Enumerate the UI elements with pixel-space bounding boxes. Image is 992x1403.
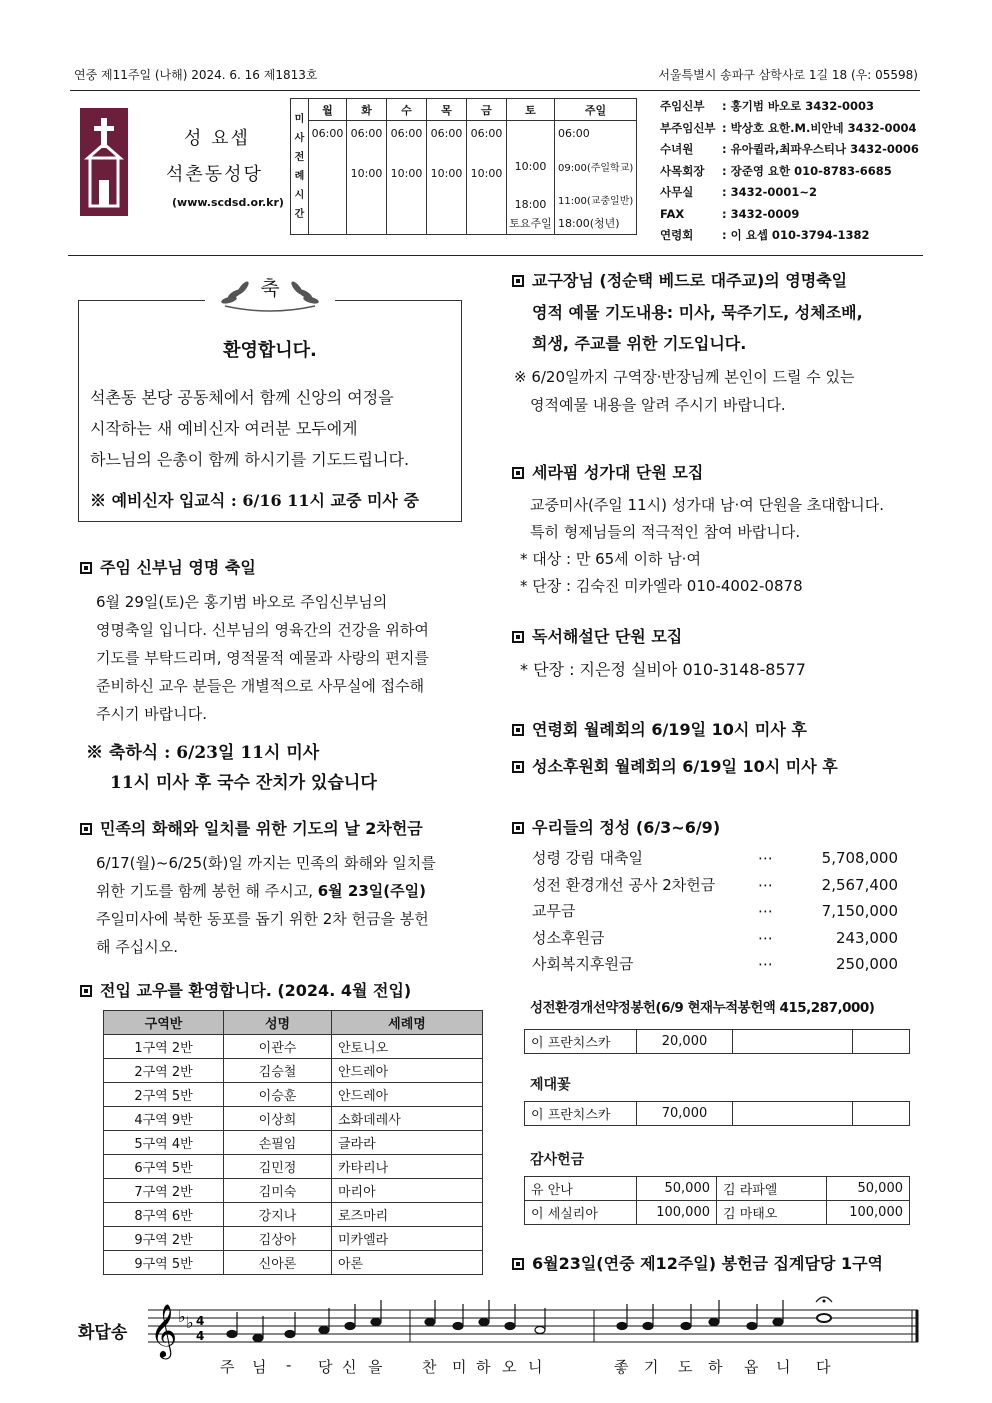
psalm-label: 화답송	[78, 1323, 128, 1343]
mass-time	[427, 187, 467, 213]
lyric-syllable: 기	[644, 1358, 659, 1376]
reconciliation-title: 민족의 화해와 일치를 위한 기도의 날 2차헌금	[80, 816, 423, 839]
mass-time	[507, 121, 555, 147]
newcomers-table	[103, 1010, 483, 1275]
meeting-2: 성소후원회 월례회의 6/19일 10시 미사 후	[512, 754, 838, 777]
bullet-square-icon	[512, 822, 524, 834]
day-header: 월	[309, 99, 347, 121]
lyric-syllable: 신	[342, 1358, 357, 1376]
newcomers-title: 전입 교우를 환영합니다. (2024. 4월 전입)	[80, 978, 411, 1001]
text-line: 6/17(월)~6/25(화)일 까지는 민족의 화해와 일치를	[96, 854, 436, 872]
list-item: 사회복지후원금 ⋯ 250,000	[532, 955, 898, 973]
table-row: 2구역 5반 이승훈 안드레아	[104, 1083, 483, 1107]
table-row: 유 안나 50,000 김 라파엘 50,000	[525, 1177, 910, 1201]
mass-time	[467, 187, 507, 213]
mass-time	[427, 213, 467, 235]
contact-row: 부주임신부 : 박상호 요한.M.비안네 3432-0004	[660, 120, 917, 135]
text-line: 영적예물 내용을 알려 주시기 바랍니다.	[530, 396, 786, 414]
contact-row: 사목회장 : 장준영 요한 010-8783-6685	[660, 163, 892, 178]
header-divider	[70, 90, 920, 91]
table-row: 이 세실리아 100,000 김 마태오 100,000	[525, 1201, 910, 1225]
mass-time: 10:00	[467, 147, 507, 187]
table-row: 7구역 2반 김미숙 마리아	[104, 1179, 483, 1203]
day-header: 목	[427, 99, 467, 121]
psalm-lyrics	[220, 1356, 840, 1376]
contact-row: FAX : 3432-0009	[660, 206, 800, 221]
text-line: 6월 29일(토)은 홍기범 바오로 주임신부님의	[96, 593, 388, 611]
table-row: 5구역 4반 손필임 글라라	[104, 1131, 483, 1155]
celebration-title: 축	[260, 276, 280, 300]
altar-flowers-title: 제대꽃	[530, 1077, 571, 1093]
church-logo	[80, 108, 128, 216]
text-line: * 단장 : 김숙진 미카엘라 010-4002-0878	[520, 577, 803, 595]
lyric-syllable: 님	[252, 1358, 267, 1376]
contact-row: 주임신부 : 홍기범 바오로 3432-0003	[660, 99, 875, 113]
column-header: 구역반	[104, 1011, 224, 1035]
lyric-syllable: 당	[318, 1358, 333, 1376]
day-header: 화	[347, 99, 387, 121]
main-divider	[68, 255, 923, 256]
church-address: 서울특별시 송파구 삼학사로 1길 18 (우: 05598)	[658, 68, 918, 82]
altar-flowers-table	[524, 1101, 910, 1126]
mass-side-label: 미 사 전 례 시 간	[291, 99, 309, 235]
table-row: 9구역 5반 신아론 아론	[104, 1251, 483, 1275]
feast-ceremony-note: ※ 축하식 : 6/23일 11시 미사	[86, 743, 320, 763]
mass-time: 10:00	[387, 147, 427, 187]
day-header: 토	[507, 99, 555, 121]
list-item: 성전 환경개선 공사 2차헌금 ⋯ 2,567,400	[532, 875, 898, 894]
column-header: 세례명	[332, 1011, 483, 1035]
building-fund-table	[524, 1029, 910, 1054]
mass-time: 10:00	[347, 147, 387, 187]
celebration-banner	[205, 272, 335, 316]
day-header: 금	[467, 99, 507, 121]
text-line: 주일미사에 북한 동포를 돕기 위한 2차 헌금을 봉헌	[96, 910, 429, 928]
table-row: 9구역 2반 김상아 미카엘라	[104, 1227, 483, 1251]
church-saint-name: 성 요셉	[184, 128, 250, 149]
contact-info	[660, 96, 919, 247]
mass-time: 10:00	[507, 147, 555, 187]
bullet-square-icon	[80, 562, 92, 574]
svg-text:4: 4	[196, 1314, 205, 1328]
lyric-syllable: 미	[452, 1358, 467, 1376]
psalm-music-staff	[148, 1290, 923, 1360]
mass-time: 18:00	[507, 187, 555, 213]
svg-text:♭: ♭	[186, 1313, 194, 1332]
bullet-square-icon	[512, 467, 524, 479]
bullet-square-icon	[80, 985, 92, 997]
mass-time	[467, 213, 507, 235]
readers-title: 독서해설단 단원 모집	[512, 624, 682, 647]
bishop-feast-line2: 영적 예물 기도내용: 미사, 묵주기도, 성체조배,	[532, 303, 863, 322]
welcome-heading: 환영합니다.	[223, 340, 317, 361]
readers-leader: * 단장 : 지은정 실비아 010-3148-8577	[520, 660, 806, 679]
thanks-title: 감사헌금	[530, 1152, 585, 1168]
table-row: 1구역 2반 이관수 안토니오	[104, 1035, 483, 1059]
list-item: 성령 강림 대축일 ⋯ 5,708,000	[532, 849, 898, 867]
church-parish-name: 석촌동성당	[166, 164, 263, 185]
mass-time: 18:00(청년)	[555, 213, 637, 235]
column-header: 성명	[224, 1011, 332, 1035]
table-row: 이 프란치스카 70,000	[525, 1102, 910, 1126]
mass-time: 09:00(주일학교)	[555, 147, 637, 187]
text-line: 위한 기도를 함께 봉헌 해 주시고, 6월 23일(주일)	[96, 882, 426, 900]
lyric-syllable: 도	[678, 1358, 693, 1376]
lyric-syllable: -	[286, 1356, 292, 1374]
feast-noodle-note: 11시 미사 후 국수 잔치가 있습니다	[110, 773, 377, 793]
table-row: 2구역 2반 김승철 안드레아	[104, 1059, 483, 1083]
lyric-syllable: 주	[220, 1358, 235, 1376]
mass-time: 11:00(교중일반)	[555, 187, 637, 213]
thanks-table	[524, 1176, 910, 1225]
contact-row: 연령회 : 이 요셉 010-3794-1382	[660, 228, 870, 242]
text-line: * 대상 : 만 65세 이하 남·여	[520, 550, 701, 568]
svg-text:♭: ♭	[178, 1307, 186, 1326]
table-row: 4구역 9반 이상희 소화데레사	[104, 1107, 483, 1131]
bishop-feast-title: 교구장님 (정순택 베드로 대주교)의 영명축일	[512, 268, 847, 291]
mass-time: 10:00	[427, 147, 467, 187]
lyric-syllable: 하	[708, 1358, 723, 1376]
mass-time	[387, 213, 427, 235]
choir-title: 세라핌 성가대 단원 모집	[512, 460, 703, 483]
mass-time	[309, 147, 347, 187]
bullet-square-icon	[512, 761, 524, 773]
pastor-feast-text	[96, 588, 429, 728]
mass-time: 06:00	[427, 121, 467, 147]
mass-time: 06:00	[467, 121, 507, 147]
offerings-title: 우리들의 정성 (6/3~6/9)	[512, 815, 720, 838]
mass-time: 06:00	[309, 121, 347, 147]
mass-time	[309, 187, 347, 213]
lyric-syllable: 니	[776, 1358, 791, 1376]
text-line: 기도를 부탁드리며, 영적물적 예물과 사랑의 편지를	[96, 649, 429, 667]
lyric-syllable: 오	[502, 1358, 517, 1376]
issue-info: 연중 제11주일 (나해) 2024. 6. 16 제1813호	[74, 68, 318, 82]
choir-text	[520, 492, 884, 600]
text-line: 영명축일 입니다. 신부님의 영육간의 건강을 위하여	[96, 621, 429, 639]
text-line: 특히 형제님들의 적극적인 참여 바랍니다.	[530, 523, 801, 541]
bishop-feast-note	[514, 363, 854, 419]
table-row: 6구역 5반 김민정 카타리나	[104, 1155, 483, 1179]
lyric-syllable: 좋	[614, 1358, 629, 1376]
treble-clef-icon: 𝄞	[150, 1303, 178, 1357]
offerings-list	[532, 845, 898, 978]
bullet-square-icon	[512, 724, 524, 736]
meeting-1: 연령회 월례회의 6/19일 10시 미사 후	[512, 717, 807, 740]
svg-text:4: 4	[196, 1329, 205, 1343]
building-fund-title: 성전환경개선약정봉헌(6/9 현재누적봉헌액 415,287,000)	[530, 1000, 875, 1016]
collection-duty: 6월23일(연중 제12주일) 봉헌금 집계담당 1구역	[512, 1251, 883, 1274]
text-line: 준비하신 교우 분들은 개별적으로 사무실에 접수해	[96, 677, 425, 695]
mass-time: 06:00	[387, 121, 427, 147]
mass-time: 토요주일	[507, 213, 555, 235]
day-header: 수	[387, 99, 427, 121]
mass-time	[347, 213, 387, 235]
contact-row: 사무실 : 3432-0001~2	[660, 185, 818, 199]
church-logo-icon	[80, 108, 128, 216]
mass-time: 06:00	[347, 121, 387, 147]
message-line: 석촌동 본당 공동체에서 함께 신앙의 여정을	[90, 388, 394, 407]
catechumen-note: ※ 예비신자 입교식 : 6/16 11시 교중 미사 중	[90, 491, 419, 510]
contact-row: 수녀원 : 유아퀼라,최파우스티나 3432-0006	[660, 142, 919, 156]
mass-time: 06:00	[555, 121, 637, 147]
lyric-syllable: 을	[368, 1358, 383, 1376]
message-line: 하느님의 은총이 함께 하시기를 기도드립니다.	[90, 450, 410, 469]
message-line: 시작하는 새 예비신자 여러분 모두에게	[90, 419, 358, 438]
mass-time	[347, 187, 387, 213]
pastor-feast-title: 주임 신부님 영명 축일	[80, 555, 256, 578]
bullet-square-icon	[512, 275, 524, 287]
text-line: 해 주십시오.	[96, 938, 178, 956]
table-row: 8구역 6반 강지나 로즈마리	[104, 1203, 483, 1227]
bullet-square-icon	[80, 823, 92, 835]
lyric-syllable: 다	[816, 1358, 831, 1376]
lyric-syllable: 옵	[744, 1358, 759, 1376]
welcome-message	[90, 382, 409, 475]
bishop-feast-line3: 희생, 주교를 위한 기도입니다.	[532, 334, 747, 353]
list-item: 성소후원금 ⋯ 243,000	[532, 928, 898, 947]
text-line: 교중미사(주일 11시) 성가대 남·여 단원을 초대합니다.	[530, 496, 884, 514]
list-item: 교무금 ⋯ 7,150,000	[532, 902, 898, 920]
reconciliation-text	[96, 849, 436, 961]
mass-time	[309, 213, 347, 235]
bullet-square-icon	[512, 631, 524, 643]
lyric-syllable: 니	[528, 1358, 543, 1376]
mass-schedule-table	[290, 98, 637, 235]
lyric-syllable: 찬	[422, 1358, 437, 1376]
text-line: 주시기 바랍니다.	[96, 705, 207, 723]
day-header: 주일	[555, 99, 637, 121]
lyric-syllable: 하	[476, 1358, 491, 1376]
table-row: 이 프란치스카 20,000	[525, 1030, 910, 1054]
text-line: ※ 6/20일까지 구역장·반장님께 본인이 드릴 수 있는	[514, 368, 855, 386]
church-website[interactable]: (www.scdsd.or.kr)	[172, 196, 284, 209]
mass-time	[387, 187, 427, 213]
bullet-square-icon	[512, 1258, 524, 1270]
